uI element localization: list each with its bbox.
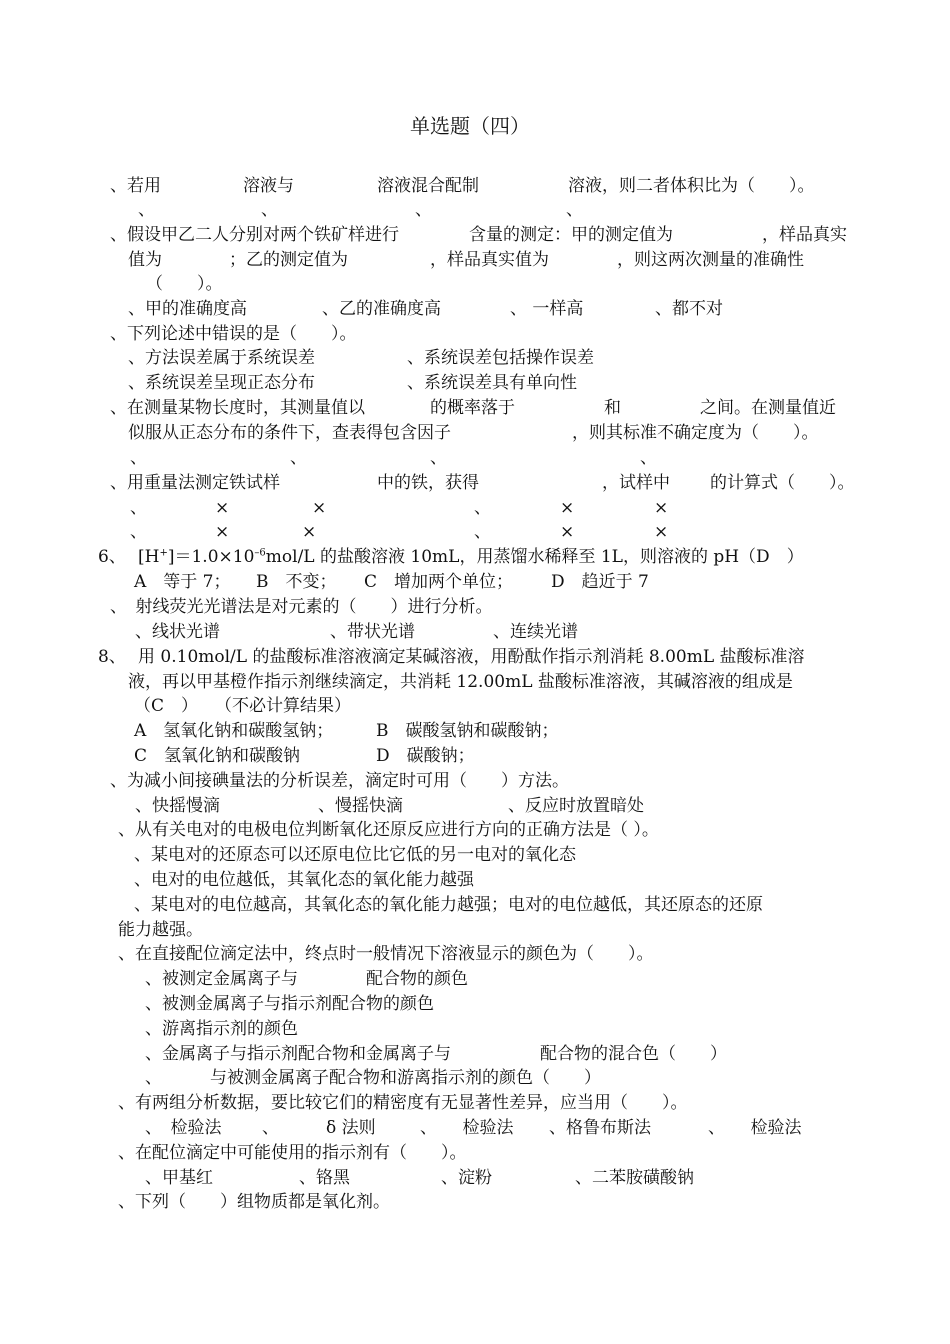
- q7-stem: 、 射线荧光光谱法是对元素的（ ）进行分析。: [110, 597, 493, 617]
- q2-option-b: 、乙的准确度高: [322, 299, 441, 319]
- q5-option-a-times1: ×: [215, 498, 230, 518]
- q10-option-c-continued: 能力越强。: [118, 920, 203, 940]
- q1-option-a: 、: [138, 200, 155, 220]
- q1-option-c: 、: [415, 200, 432, 220]
- q8-option-d: D 碳酸钠；: [376, 746, 475, 766]
- q5-stem-a: 、用重量法测定铁试样: [110, 473, 280, 493]
- q4-line2-a: 似服从正态分布的条件下，查表得包含因子: [128, 423, 451, 443]
- q6-option-d: D 趋近于 7: [551, 572, 649, 592]
- q12-option-c: 、 检验法: [420, 1118, 514, 1138]
- q5-option-a: 、: [130, 498, 147, 518]
- q8-option-c: C 氢氧化钠和碳酸钠: [134, 746, 301, 766]
- q2-option-a: 、甲的准确度高: [128, 299, 247, 319]
- q1-option-d: 、: [566, 200, 583, 220]
- q3-option-a: 、方法误差属于系统误差: [128, 348, 315, 368]
- q13-option-c: 、淀粉: [441, 1168, 492, 1188]
- q10-option-c: 、某电对的电位越高，其氧化态的氧化能力越强；电对的电位越低，其还原态的还原: [134, 895, 763, 915]
- q4-stem-c: 和: [604, 398, 621, 418]
- q5-option-d-times1: ×: [560, 522, 575, 542]
- q5-stem-b: 中的铁，获得: [377, 473, 479, 493]
- q12-option-b-text: δ 法则: [326, 1118, 376, 1138]
- q11-option-d: 、金属离子与指示剂配合物和金属离子与: [145, 1044, 451, 1064]
- q7-option-a: 、线状光谱: [135, 622, 220, 642]
- q3-option-b: 、系统误差包括操作误差: [407, 348, 594, 368]
- q2-line2-a: 值为: [128, 250, 162, 270]
- q11-stem: 、在直接配位滴定法中，终点时一般情况下溶液显示的颜色为（ ）。: [118, 944, 654, 964]
- q2-option-c: 、 一样高: [510, 299, 584, 319]
- q6-option-c: C 增加两个单位；: [364, 572, 514, 592]
- q6-number: 6、: [98, 547, 126, 567]
- q11-option-d-continued: 配合物的混合色（ ）: [540, 1044, 727, 1064]
- q4-option-d: 、: [640, 448, 657, 468]
- q13-option-b: 、铬黑: [299, 1168, 350, 1188]
- q4-line2-b: ，则其标准不确定度为（ ）。: [572, 423, 819, 443]
- q8-line3: （C ） （不必计算结果）: [134, 696, 352, 716]
- q8-line2: 液，再以甲基橙作指示剂继续滴定，共消耗 12.00mL 盐酸标准溶液，其碱溶液的组成是: [128, 672, 793, 692]
- q5-option-b-times2: ×: [654, 498, 669, 518]
- q2-option-d: 、都不对: [655, 299, 723, 319]
- q5-option-c-times1: ×: [215, 522, 230, 542]
- q5-option-d-times2: ×: [654, 522, 669, 542]
- q4-option-b: 、: [290, 448, 307, 468]
- q13-option-a: 、甲基红: [145, 1168, 213, 1188]
- q5-stem-d: 的计算式（ ）。: [710, 473, 855, 493]
- q14-stem: 、下列（ ）组物质都是氧化剂。: [118, 1192, 390, 1212]
- q12-option-d: 、格鲁布斯法: [549, 1118, 651, 1138]
- page-title: 单选题（四）: [410, 114, 530, 138]
- q4-option-c: 、: [430, 448, 447, 468]
- q11-option-b: 、被测金属离子与指示剂配合物的颜色: [145, 994, 434, 1014]
- q8-line1: 用 0.10mol/L 的盐酸标准溶液滴定某碱溶液，用酚酞作指示剂消耗 8.00mL 盐酸标准溶: [138, 647, 805, 667]
- q2-stem-b: 含量的测定：甲的测定值为: [469, 225, 673, 245]
- q9-option-b: 、慢摇快滴: [318, 796, 403, 816]
- q7-option-c: 、连续光谱: [493, 622, 578, 642]
- q11-option-e: 、: [145, 1068, 162, 1088]
- q2-line2-b: ；乙的测定值为: [229, 250, 348, 270]
- q7-option-b: 、带状光谱: [330, 622, 415, 642]
- q9-option-c: 、反应时放置暗处: [508, 796, 644, 816]
- q6-stem: [138, 547, 804, 567]
- q13-stem: 、在配位滴定中可能使用的指示剂有（ ）。: [118, 1143, 467, 1163]
- q6-stem-rest: mol/L 的盐酸溶液 10mL，用蒸馏水稀释至 1L，则溶液的 pH（D ）: [265, 547, 804, 567]
- q4-stem-d: 之间。在测量值近: [700, 398, 836, 418]
- q5-option-b: 、: [474, 498, 491, 518]
- q12-option-a: 、 检验法: [145, 1118, 222, 1138]
- q9-option-a: 、快摇慢滴: [135, 796, 220, 816]
- q2-line3: （ ）。: [146, 274, 223, 294]
- q5-option-d: 、: [474, 522, 491, 542]
- q2-stem-a: 、假设甲乙二人分别对两个铁矿样进行: [110, 225, 399, 245]
- q6-option-b: B 不变；: [256, 572, 337, 592]
- q12-option-b: 、: [262, 1118, 279, 1138]
- q10-option-b: 、电对的电位越低，其氧化态的氧化能力越强: [134, 870, 474, 890]
- q11-option-a-continued: 配合物的颜色: [366, 969, 468, 989]
- q10-stem: 、从有关电对的电极电位判断氧化还原反应进行方向的正确方法是（ ）。: [118, 820, 659, 840]
- q9-stem: 、为减小间接碘量法的分析误差，滴定时可用（ ）方法。: [110, 771, 569, 791]
- q1-stem-d: 溶液，则二者体积比为（ ）。: [568, 176, 815, 196]
- q3-option-d: 、系统误差具有单向性: [407, 373, 577, 393]
- q1-stem-a: 、若用: [110, 176, 161, 196]
- q2-line2-d: ，则这两次测量的准确性: [617, 250, 804, 270]
- q8-option-a: A 氢氧化钠和碳酸氢钠；: [134, 721, 334, 741]
- q12-stem: 、有两组分析数据，要比较它们的精密度有无显著性差异，应当用（ ）。: [118, 1093, 688, 1113]
- q4-option-a: 、: [130, 448, 147, 468]
- q13-option-d: 、二苯胺磺酸钠: [575, 1168, 694, 1188]
- q5-option-c-times2: ×: [302, 522, 317, 542]
- q6-stem-exponent: –6: [254, 547, 266, 559]
- q8-number: 8、: [98, 647, 126, 667]
- q2-line2-c: ，样品真实值为: [430, 250, 549, 270]
- q12-option-e: 、 检验法: [708, 1118, 802, 1138]
- q10-option-a: 、某电对的还原态可以还原电位比它低的另一电对的氧化态: [134, 845, 576, 865]
- q4-stem-a: 、在测量某物长度时，其测量值以: [110, 398, 365, 418]
- q5-option-c: 、: [130, 522, 147, 542]
- q8-option-b: B 碳酸氢钠和碳酸钠；: [376, 721, 559, 741]
- q1-stem-c: 溶液混合配制: [377, 176, 479, 196]
- q4-stem-b: 的概率落于: [430, 398, 515, 418]
- q11-option-a: 、被测定金属离子与: [145, 969, 298, 989]
- q1-stem-b: 溶液与: [243, 176, 294, 196]
- q1-option-b: 、: [261, 200, 278, 220]
- q5-stem-c: ，试样中: [602, 473, 670, 493]
- q11-option-e-continued: 与被测金属离子配合物和游离指示剂的颜色（ ）: [210, 1068, 601, 1088]
- q5-option-b-times1: ×: [560, 498, 575, 518]
- q6-stem-mid: ]＝1.0×10: [167, 547, 255, 567]
- q5-option-a-times2: ×: [312, 498, 327, 518]
- q6-stem-h: [H: [138, 547, 160, 567]
- q11-option-c: 、游离指示剂的颜色: [145, 1019, 298, 1039]
- q3-option-c: 、系统误差呈现正态分布: [128, 373, 315, 393]
- q6-stem-plus: +: [159, 547, 168, 559]
- q3-stem: 、下列论述中错误的是（ ）。: [110, 324, 357, 344]
- q2-stem-c: ，样品真实: [762, 225, 847, 245]
- q6-option-a: A 等于 7；: [134, 572, 231, 592]
